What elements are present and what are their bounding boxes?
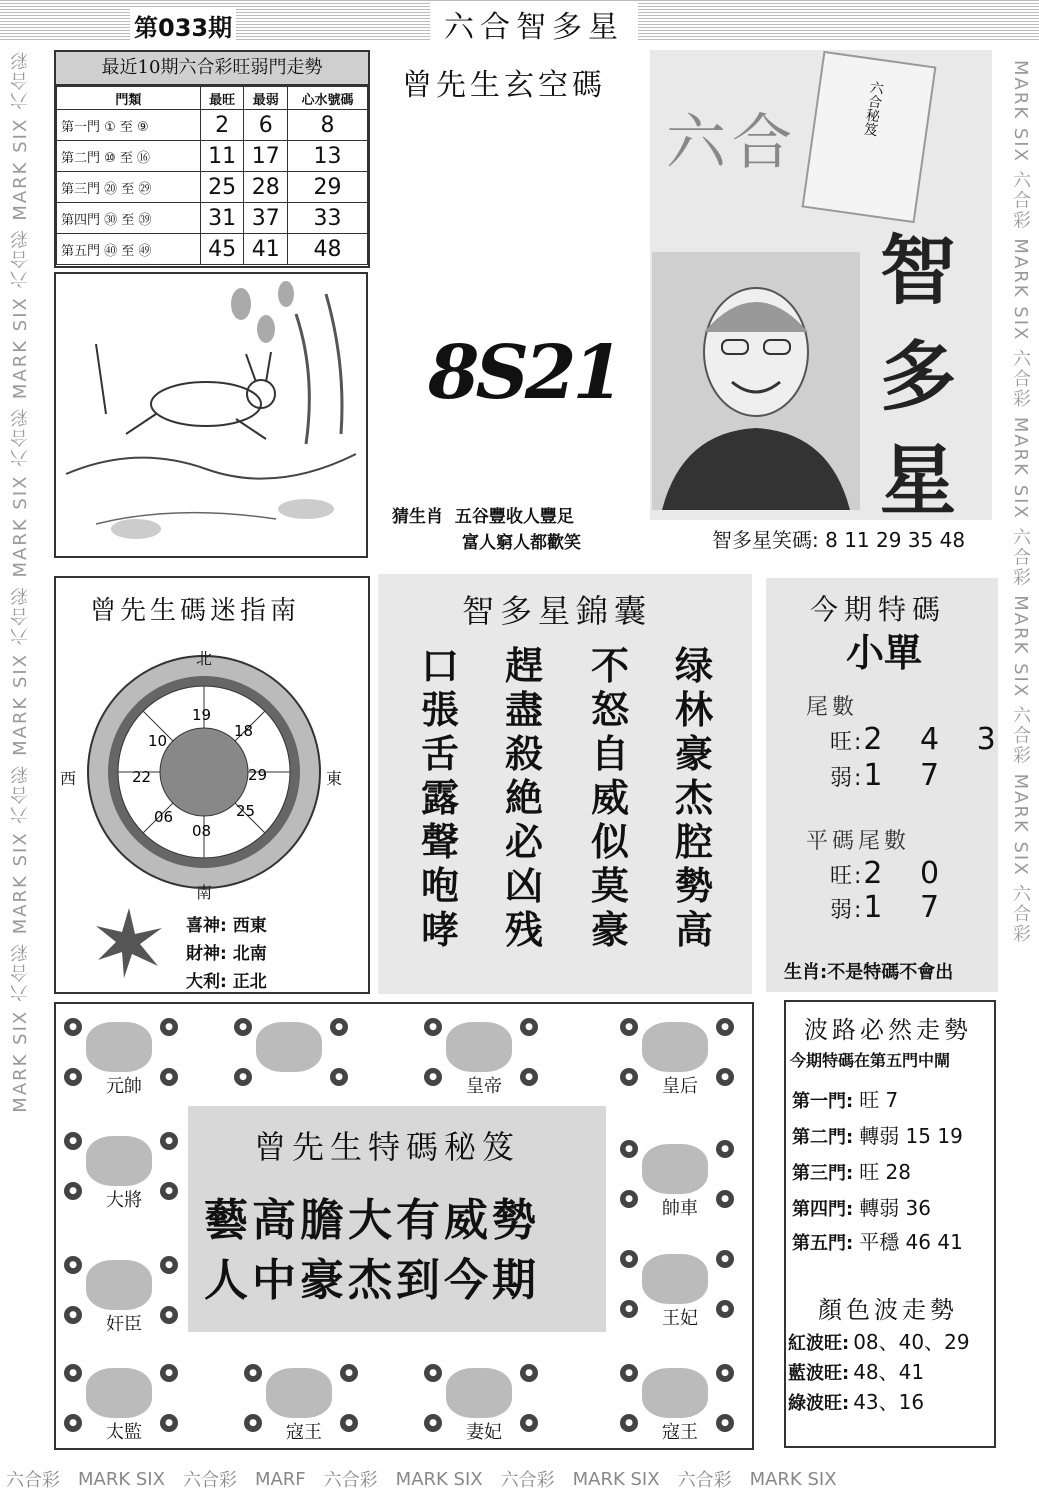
door-trend: 第五門: 平穩 46 41 xyxy=(792,1230,963,1254)
table-row: 第三門 ⑳ 至 ㉙ 25 28 29 xyxy=(57,172,368,203)
zodiac-animal: 帥車 ● ● ● ● xyxy=(620,1140,730,1214)
rabbit-sketch xyxy=(54,272,368,558)
portrait-photo xyxy=(652,252,860,510)
door-trend: 第一門: 旺 7 xyxy=(792,1088,899,1112)
zodiac-animal: 奸臣 ● ● ● ● xyxy=(64,1256,174,1330)
liuhe-logo-text: 六合 xyxy=(666,108,798,178)
special-main: 小單 xyxy=(846,631,923,675)
tail-cold: 弱:1 7 xyxy=(830,758,954,793)
xuankong-title: 曾先生玄空碼 xyxy=(402,68,606,103)
flat-cold: 弱:1 7 xyxy=(830,890,954,925)
issue-number: 第033期 xyxy=(130,8,236,43)
compass-number: 22 xyxy=(132,768,152,786)
color-wave: 藍波旺: 48、41 xyxy=(788,1360,925,1384)
laugh-code: 智多星笑碼: 8 11 29 35 48 xyxy=(712,528,966,552)
page-title: 六合智多星 xyxy=(430,2,638,46)
zodiac-animal: 寇王 ● ● ● ● xyxy=(244,1364,354,1438)
flat-hot: 旺:2 0 xyxy=(830,856,954,891)
compass-south: 南 xyxy=(196,883,213,902)
compass-number: 18 xyxy=(234,722,254,740)
zodiac-animal: 元帥 ● ● ● ● xyxy=(64,1018,174,1092)
brand-char-duo: 多 xyxy=(880,332,956,421)
zodiac-animal: 大將 ● ● ● ● xyxy=(64,1132,174,1206)
poem-column: 绿 林 豪 杰 腔 勢 高 xyxy=(674,643,713,952)
footer-watermark: 六合彩 MARK SIX 六合彩 MARF 六合彩 MARK SIX 六合彩 MARK SIX 六合彩 MARK SIX xyxy=(6,1468,837,1491)
secret-title: 曾先生特碼秘笈 xyxy=(254,1128,521,1166)
poem-column: 不 怒 自 威 似 莫 豪 xyxy=(590,643,629,952)
compass-wheel xyxy=(84,652,344,908)
trend-header: 最弱 xyxy=(244,87,288,110)
side-watermark-left: MARK SIX 六合彩 MARK SIX 六合彩 MARK SIX 六合彩 MARK SIX 六合彩 MARK SIX 六合彩 MARK SIX 六合彩 xyxy=(10,50,31,1113)
tail-label: 尾數 xyxy=(806,695,859,720)
handwritten-code: 8S21 xyxy=(428,330,620,416)
compass-number: 06 xyxy=(154,808,174,826)
brand-char-xing: 星 xyxy=(880,436,956,525)
secret-line-2: 人中豪杰到今期 xyxy=(204,1255,540,1306)
poem-column: 趕 盡 殺 絶 必 凶 残 xyxy=(504,643,543,952)
zodiac-animal: 太監 ● ● ● ● xyxy=(64,1364,174,1438)
wave-title: 波路必然走勢 xyxy=(804,1016,972,1044)
zodiac-animal: 皇帝 ● ● ● ● xyxy=(424,1018,534,1092)
compass-number: 08 xyxy=(192,822,212,840)
trend-header: 最旺 xyxy=(200,87,244,110)
compass-north: 北 xyxy=(196,649,213,668)
color-wave: 紅波旺: 08、40、29 xyxy=(788,1330,970,1354)
secret-line-1: 藝高膽大有威勢 xyxy=(204,1195,540,1246)
compass-title: 曾先生碼迷指南 xyxy=(90,596,301,626)
table-row: 第四門 ㉚ 至 ㊴ 31 37 33 xyxy=(57,203,368,234)
brocade-title: 智多星錦囊 xyxy=(462,592,653,630)
door-trend: 第二門: 轉弱 15 19 xyxy=(792,1124,963,1148)
zodiac-riddle: 猜生肖 五谷豐收人豐足 富人窮人都歡笑 xyxy=(392,507,581,553)
compass-number: 10 xyxy=(148,732,168,750)
tail-hot: 旺:2 4 3 xyxy=(830,722,1010,757)
color-wave-title: 顏色波走勢 xyxy=(818,1296,958,1324)
door-trend: 第三門: 旺 28 xyxy=(792,1160,912,1184)
trend-header: 心水號碼 xyxy=(288,87,368,110)
color-wave: 綠波旺: 43、16 xyxy=(788,1390,925,1414)
compass-east: 東 xyxy=(326,769,343,788)
trend-table-title: 最近10期六合彩旺弱門走勢 xyxy=(56,52,368,86)
flat-tail-label: 平碼尾數 xyxy=(806,829,911,854)
wave-note: 今期特碼在第五門中閘 xyxy=(790,1051,951,1070)
trend-table xyxy=(56,86,368,265)
book-icon: 六合秘笈 xyxy=(802,51,937,223)
compass-number: 29 xyxy=(248,766,268,784)
zodiac-animal: 寇王 ● ● ● ● xyxy=(620,1364,730,1438)
zodiac-animal: 王妃 ● ● ● ● xyxy=(620,1250,730,1324)
trend-table-panel xyxy=(54,50,370,268)
compass-number: 19 xyxy=(192,706,212,724)
poem-column: 口 張 舌 露 聲 咆 哮 xyxy=(420,643,459,952)
star-burst-icon xyxy=(94,908,164,978)
table-row: 第一門 ① 至 ⑨ 2 6 8 xyxy=(57,110,368,141)
special-note: 生肖:不是特碼不會出 xyxy=(784,962,954,983)
trend-header: 門類 xyxy=(57,87,201,110)
man-portrait-icon xyxy=(652,252,860,510)
zodiac-animal: 妻妃 ● ● ● ● xyxy=(424,1364,534,1438)
table-row: 第五門 ㊵ 至 ㊾ 45 41 48 xyxy=(57,234,368,265)
table-row: 第二門 ⑩ 至 ⑯ 11 17 13 xyxy=(57,141,368,172)
zodiac-animal: ● ● ● ● xyxy=(234,1018,344,1092)
compass-number: 25 xyxy=(236,802,256,820)
compass-west: 西 xyxy=(60,769,77,788)
door-trend: 第四門: 轉弱 36 xyxy=(792,1196,932,1220)
rabbit-illustration-icon xyxy=(56,274,366,556)
special-title: 今期特碼 xyxy=(810,593,947,626)
gods-list: 喜神: 西東 財神: 北南 大利: 正北 xyxy=(186,916,267,992)
zodiac-animal: 皇后 ● ● ● ● xyxy=(620,1018,730,1092)
brand-char-zhi: 智 xyxy=(880,226,956,315)
side-watermark-right: MARK SIX 六合彩 MARK SIX 六合彩 MARK SIX 六合彩 MARK SIX 六合彩 MARK SIX 六合彩 xyxy=(1010,60,1031,945)
